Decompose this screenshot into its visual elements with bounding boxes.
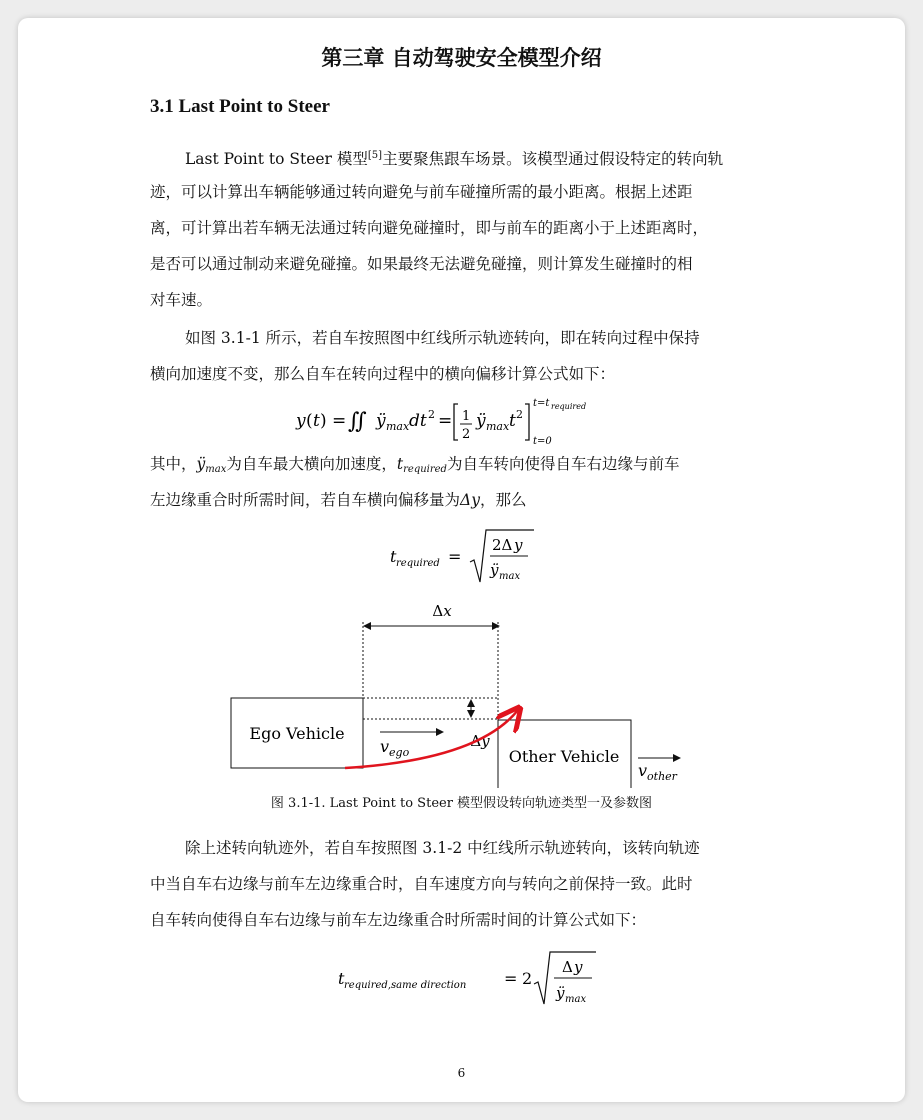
paragraph-2 [150, 320, 775, 392]
svg-text:=: = [504, 969, 518, 988]
figure-caption: 图 3.1-1. Last Point to Steer 模型假设转向轨迹类型一及参数图 [270, 796, 653, 811]
svg-text:max: max [386, 420, 410, 433]
svg-text:dt: dt [409, 411, 427, 431]
ego-vehicle-label: Ego Vehicle [249, 724, 345, 743]
para1-line2: 迹，可以计算出车辆能够通过转向避免与前车碰撞所需的最小距离。根据上述距 [150, 183, 693, 201]
delta-y-label: Δy [470, 732, 490, 750]
svg-text:ÿ: ÿ [376, 411, 386, 431]
svg-text:required: required [551, 402, 587, 411]
section-title: 3.1 Last Point to Steer [150, 96, 330, 117]
v-ego-label: $v_{ego}$ [380, 737, 410, 759]
svg-text:ÿ: ÿ [476, 411, 486, 431]
svg-text:1: 1 [462, 409, 471, 424]
para1-line1-prefix: Last Point to Steer 模型 [185, 150, 368, 168]
para3-line2-prefix: 左边缘重合时所需时间，若自车横向偏移量为 [150, 491, 461, 509]
para3-prefix: 其中， [150, 455, 197, 473]
svg-text:=: = [448, 547, 462, 566]
svg-text:2Δ: 2Δ [492, 536, 513, 554]
para2-line1: 如图 3.1-1 所示，若自车按照图中红线所示轨迹转向，即在转向过程中保持 [185, 329, 700, 347]
para3-mid1: 为自车最大横向加速度， [226, 455, 397, 473]
svg-text:ÿ: ÿ [556, 984, 565, 1002]
para4-line3: 自车转向使得自车右边缘与前车左边缘重合时所需时间的计算公式如下： [150, 911, 647, 929]
svg-text:2: 2 [462, 427, 471, 442]
figure-last-point-to-steer [218, 598, 698, 788]
paragraph-3: 其中，$ÿ_{max}$为自车最大横向加速度，$t_{required}$为自车转向使得自车右边缘与前车 左边缘重合时所需时间，若自车横向偏移量为Δy，那么 [150, 455, 680, 509]
svg-text:y: y [296, 411, 306, 431]
para1-line5: 对车速。 [150, 291, 213, 309]
svg-text:2: 2 [428, 408, 435, 421]
equation-lateral-offset [288, 390, 628, 450]
svg-text:ÿ: ÿ [490, 561, 499, 579]
svg-text:t: t [390, 547, 397, 566]
svg-text:Δ: Δ [562, 958, 573, 976]
paragraph-1 [150, 138, 775, 318]
svg-text:y: y [514, 536, 523, 554]
para1-line1-suffix: 主要聚焦跟车场景。该模型通过假设特定的转向轨 [382, 150, 724, 168]
para3-mid2: 为自车转向使得自车右边缘与前车 [446, 455, 680, 473]
svg-text:=: = [438, 411, 453, 431]
para4-line1: 除上述转向轨迹外，若自车按照图 3.1-2 中红线所示轨迹转向，该转向轨迹 [185, 839, 700, 857]
v-other-label: $v_{other}$ [638, 761, 677, 783]
svg-text:max: max [565, 994, 587, 1005]
document-page [18, 18, 905, 1102]
para3-line2-suffix: ，那么 [479, 491, 527, 509]
svg-text:t=t: t=t [533, 398, 550, 409]
para1-line4: 是否可以通过制动来避免碰撞。如果最终无法避免碰撞，则计算发生碰撞时的相 [150, 255, 693, 273]
svg-text:t: t [313, 411, 320, 431]
svg-text:max: max [486, 420, 510, 433]
para2-line2: 横向加速度不变，那么自车在转向过程中的横向偏移计算公式如下： [150, 365, 616, 383]
svg-text:required: required [396, 558, 440, 569]
delta-x-label: Δx [432, 602, 452, 620]
other-vehicle-label: Other Vehicle [508, 747, 620, 766]
citation-ref: [5] [367, 150, 383, 161]
svg-text:t: t [338, 969, 345, 988]
equation-t-required-same-direction [334, 942, 614, 1012]
page-number: 6 [457, 1066, 466, 1080]
svg-text:2: 2 [522, 969, 533, 988]
svg-text:max: max [499, 571, 521, 582]
svg-text:y: y [574, 958, 583, 976]
svg-text:∬: ∬ [348, 409, 367, 434]
svg-text:required,same direction: required,same direction [344, 980, 467, 991]
paragraph-4 [150, 830, 775, 938]
svg-text:(: ( [306, 411, 313, 431]
equation-t-required [386, 522, 566, 588]
svg-text:2: 2 [516, 408, 523, 421]
svg-text:): ) [320, 411, 327, 431]
para1-line3: 离，可计算出若车辆无法通过转向避免碰撞时，即与前车的距离小于上述距离时， [150, 219, 709, 237]
para4-line2: 中当自车右边缘与前车左边缘重合时，自车速度方向与转向之前保持一致。此时 [150, 875, 693, 893]
svg-text:t=0: t=0 [533, 436, 552, 447]
svg-text:=: = [332, 411, 347, 431]
chapter-title: 第三章 自动驾驶安全模型介绍 [321, 46, 602, 70]
svg-text:t: t [509, 411, 516, 431]
